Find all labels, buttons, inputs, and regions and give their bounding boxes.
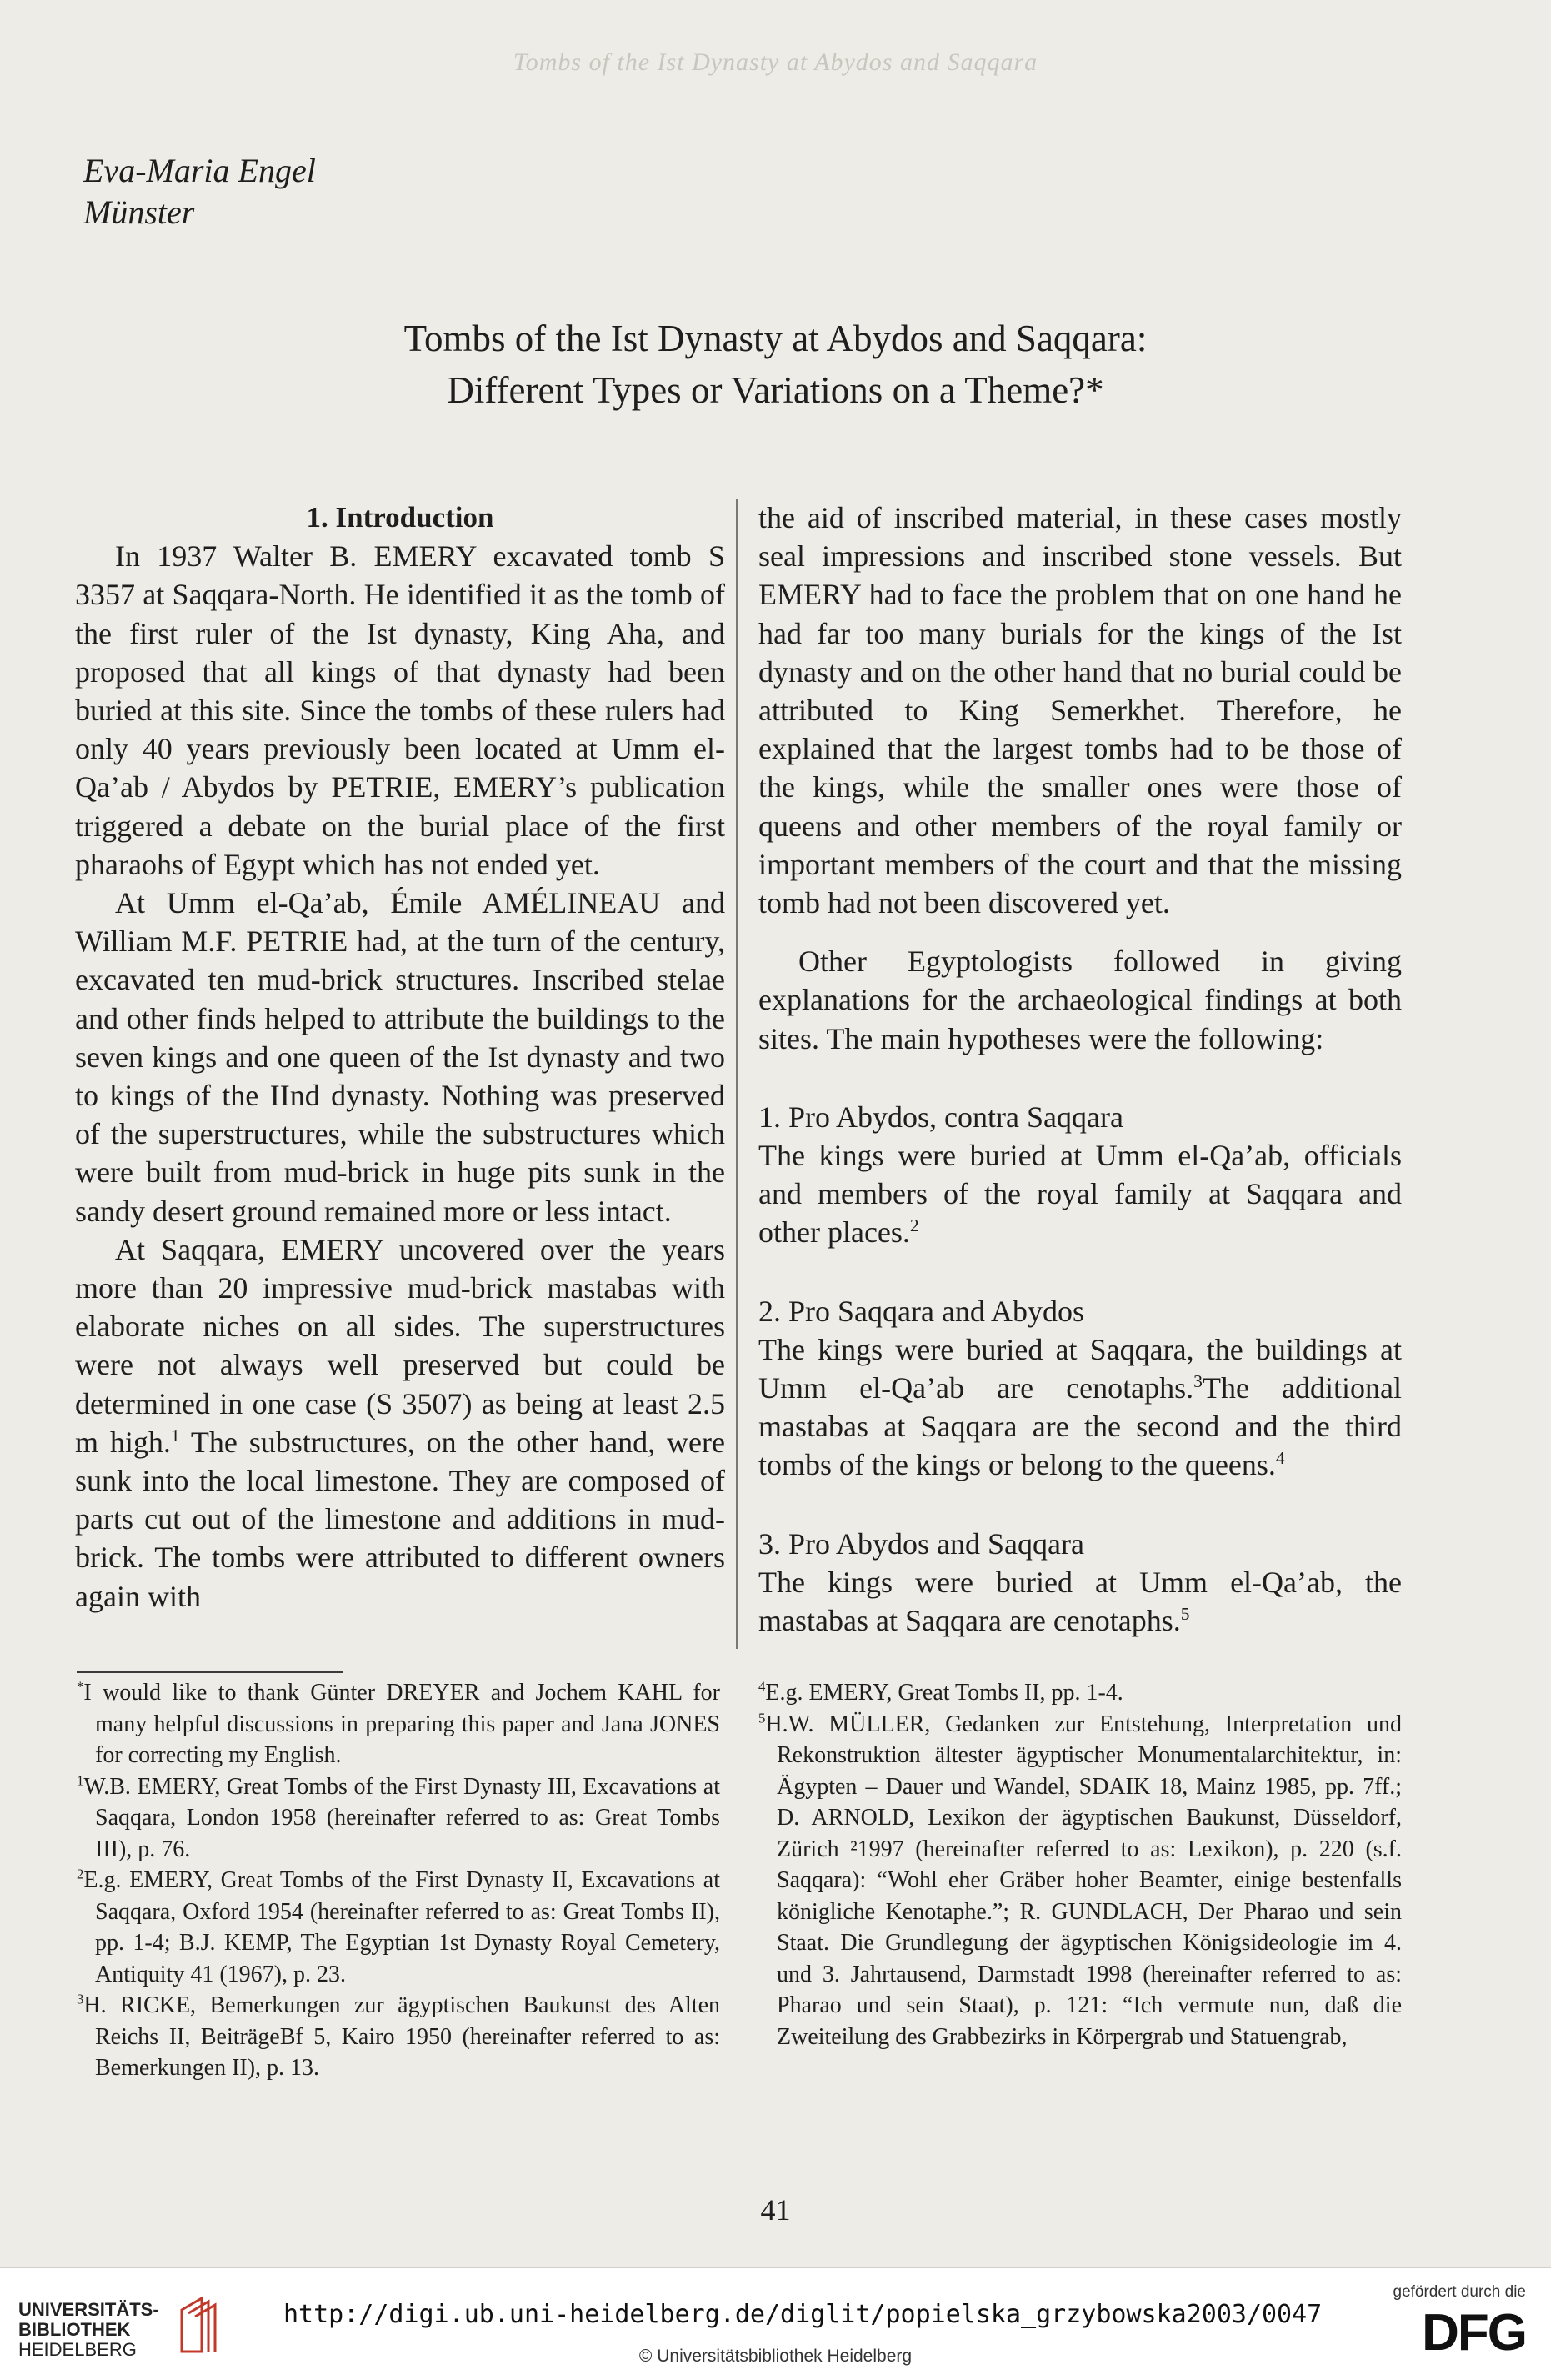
running-head: Tombs of the Ist Dynasty at Abydos and Saqqara [513,48,1038,76]
footnotes-left [77,1677,720,2084]
dfg-logo[interactable]: DFG [1422,2304,1526,2362]
hypothesis-text: The kings were buried at Umm el-Qa’ab, officials and members of the royal family at Saqqara and other places.$^2$ [758,1139,1402,1250]
hypothesis-heading: 2. Pro Saqqara and Abydos [758,1294,1084,1328]
author-place: Münster [83,193,195,231]
paragraph: At Saqqara, EMERY uncovered over the years more than 20 impressive mud-brick mastabas with elaborate niches on all sides. The superstructures were not always well preserved but could be determined in one case (S 3507) as being at least 2.5 m high.$^1$ The substructures, on the other hand, were sunk into the local limestone. They are composed of parts cut out of the limestone and additions in mud-brick. The tombs were attributed to different owners again with [75,1232,725,1613]
footnote-ref[interactable]: 5 [1180,1604,1190,1625]
section-heading: 1. Introduction [306,501,494,534]
copyright-text: © Universitätsbibliothek Heidelberg [638,2347,913,2366]
author-block [83,150,316,233]
hypothesis-heading: 3. Pro Abydos and Saqqara [758,1526,1084,1561]
paragraph: At Umm el-Qa’ab, Émile AMÉLINEAU and William M.F. PETRIE had, at the turn of the century, excavated ten mud-brick structures. Inscribed stelae and other finds helped to attribute the buildings to the seven kings and one queen of the Ist dynasty and two to kings of the IInd dynasty. Nothing was preserved of the superstructures, while the substructures which were built from mud-brick in huge pits sunk in the sandy desert ground remained more or less intact. [75,886,725,1228]
column-divider [736,499,738,1649]
paragraph: the aid of inscribed material, in these cases mostly seal impressions and inscribed stone vessels. But EMERY had to face the problem that on one hand he had far too many burials for the kings of the Ist dynasty and on the other hand that no burial could be attributed to King Semerkhet. Therefore, he explained that the largest tombs had to be those of the kings, while the smaller ones were those of queens and other members of the royal family or important members of the court and that the missing tomb had not been discovered yet. [758,501,1402,920]
title-line-1: Tombs of the Ist Dynasty at Abydos and Saqqara: [403,318,1148,359]
footnotes-right [758,1677,1402,2052]
funded-by-text: gefördert durch die [1393,2283,1526,2301]
permalink-url[interactable]: http://digi.ub.uni-heidelberg.de/diglit/popielska_grzybowska2003/0047 [283,2300,1323,2329]
footnote: $^5$H.W. MÜLLER, Gedanken zur Entstehung, Interpretation und Rekonstruktion ältester ägyptischer Monumentalarchitektur, in: Ägypten – Dauer und Wandel, SDAIK 18, Mainz 1985, pp. 7ff.; D. ARNOLD, Lexikon der ägyptischen Baukunst, Düsseldorf, Zürich ²1997 (hereinafter referred to as: Lexikon), p. 220 (s.f. Saqqara): “Wohl eher Gräber hoher Beamter, einige bestenfalls königliche Kenotaphe.”; R. GUNDLACH, Der Pharao und sein Staat. Die Grundlegung der ägyptischen Königsideologie im 4. und 3. Jahrtausend, Darmstadt 1998 (hereinafter referred to as: Pharao und sein Staat), p. 121: “Ich vermute nun, daß die Zweiteilung des Grabbezirks in Körpergrab und Statuengrab, [758,1710,1402,2050]
footnote-rule [77,1671,343,1673]
footnote-ref[interactable]: 3 [1193,1371,1203,1392]
left-column [75,499,725,1616]
author-name: Eva-Maria Engel [83,152,316,189]
footnote: $^1$W.B. EMERY, Great Tombs of the First Dynasty III, Excavations at Saqqara, London 1958 (hereinafter referred to as: Great Tombs III), p. 76. [77,1772,720,1862]
library-logo[interactable]: UNIVERSITÄTS- BIBLIOTHEK HEIDELBERG [18,2299,159,2360]
footnote: *I would like to thank Günter DREYER and Jochem KAHL for many helpful discussions in preparing this paper and Jana JONES for correcting my English. [77,1678,720,1768]
digitization-footer [0,2267,1551,2380]
footnote-ref[interactable]: 2 [909,1215,919,1236]
page-number: 41 [760,2193,791,2227]
footnote-ref[interactable]: 4 [1275,1448,1285,1469]
paragraph: In 1937 Walter B. EMERY excavated tomb S 3357 at Saqqara-North. He identified it as the tomb of the first ruler of the Ist dynasty, King Aha, and proposed that all kings of that dynasty had been buried at this site. Since the tombs of these rulers had only 40 years previously been located at Umm el-Qa’ab / Abydos by PETRIE, EMERY’s publication triggered a debate on the burial place of the first pharaohs of Egypt which has not ended yet. [75,539,725,881]
footnote: $^4$E.g. EMERY, Great Tombs II, pp. 1-4. [758,1678,1123,1706]
paragraph: Other Egyptologists followed in giving explanations for the archaeological findings at both sites. The main hypotheses were the following: [758,944,1402,1055]
hypothesis-text: The kings were buried at Umm el-Qa’ab, the mastabas at Saqqara are cenotaphs.$^5$ [758,1565,1402,1638]
paper-title [0,313,1551,416]
footnote-ref[interactable]: 1 [170,1425,180,1446]
hypothesis-heading: 1. Pro Abydos, contra Saqqara [758,1100,1123,1134]
title-line-2: Different Types or Variations on a Theme?* [447,369,1104,411]
footnote: $^2$E.g. EMERY, Great Tombs of the First Dynasty II, Excavations at Saqqara, Oxford 1954 (hereinafter referred to as: Great Tombs II), pp. 1-4; B.J. KEMP, The Egyptian 1st Dynasty Royal Cemetery, Antiquity 41 (1967), p. 23. [77,1866,720,1987]
footnote: $^3$H. RICKE, Bemerkungen zur ägyptischen Baukunst des Alten Reichs II, BeiträgeBf 5, Kairo 1950 (hereinafter referred to as: Bemerkungen II), p. 13. [77,1991,720,2081]
hypothesis-text: The kings were buried at Saqqara, the buildings at Umm el-Qa’ab are cenotaphs.$^3$The additional mastabas at Saqqara are the second and the third tombs of the kings or belong to the queens.$^4$ [758,1332,1402,1482]
right-column [758,499,1402,1640]
